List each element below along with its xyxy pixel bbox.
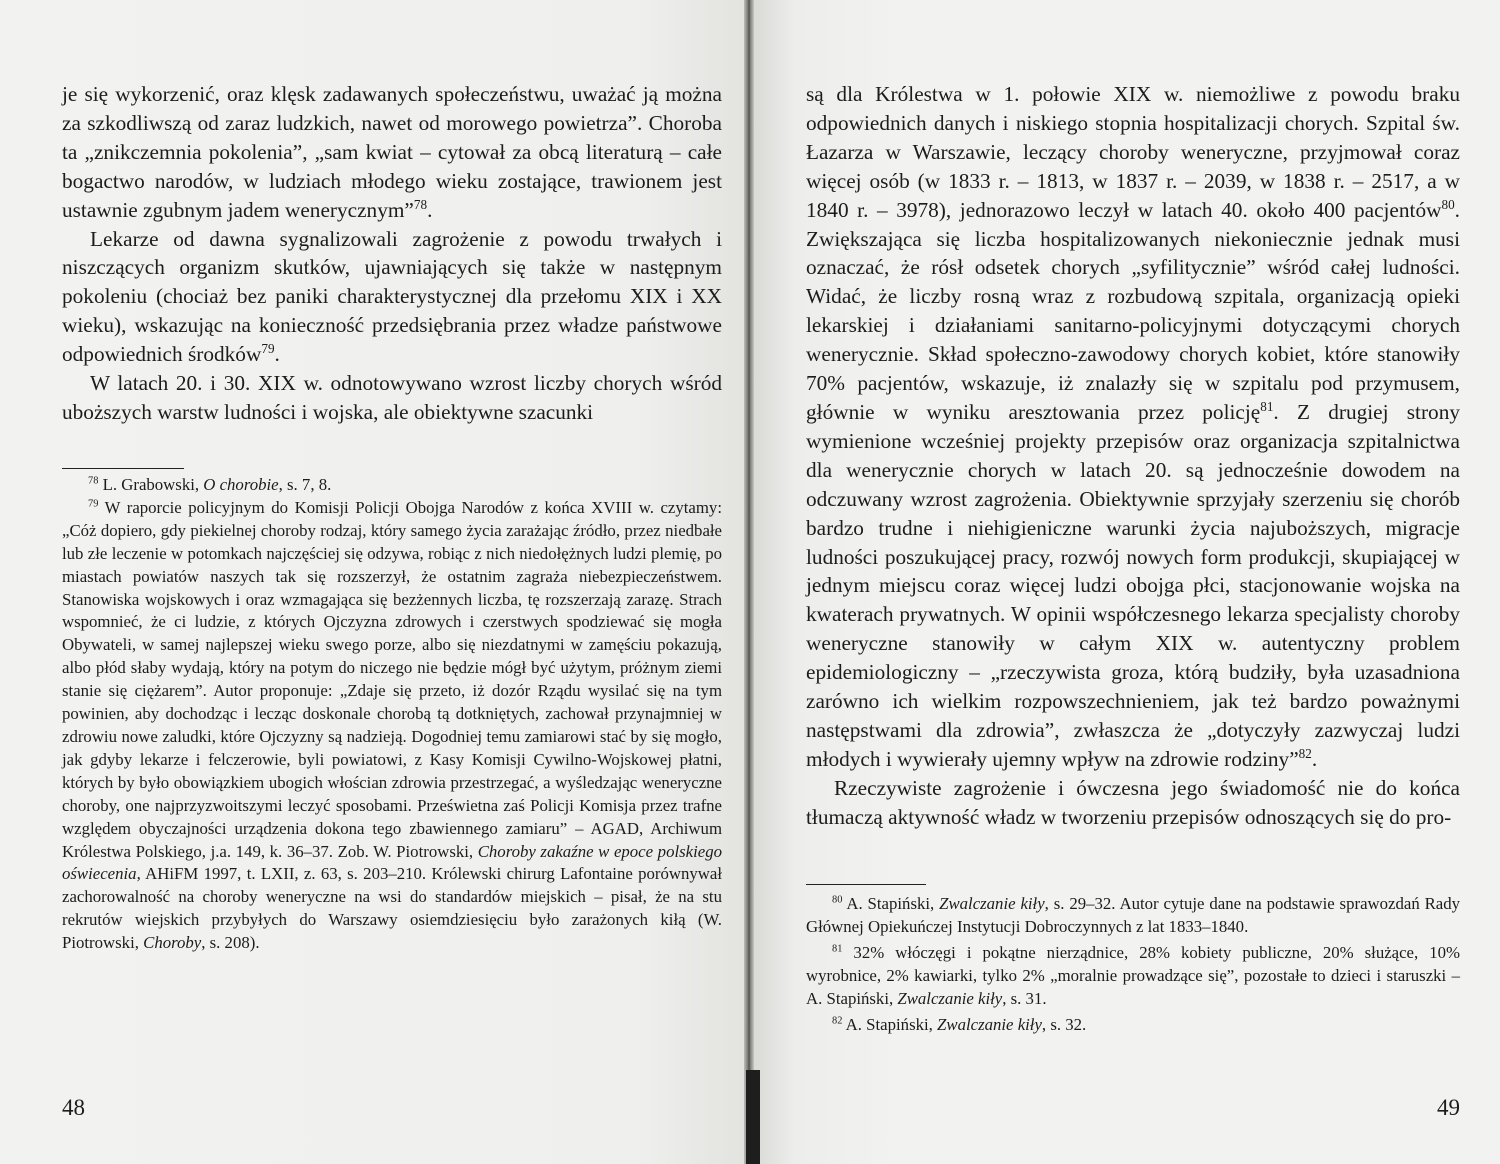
footnote-81: $^{81}$ 32% włóczęgi i pokątne nierządnice, 28% kobiety publiczne, 20% służące, 10% wyrobnice, 2% kawiarki, tylko 2% „moralnie prowadzące się”, pozostałe to dzieci i staruszki – A. Stapiński, Zwalczanie kiły, s. 31. <box>806 942 1460 1008</box>
left-paragraph-2: Lekarze od dawna sygnalizowali zagrożenie z powodu trwałych i niszczących organizm skutków, ujawniających się także w następnym pokoleniu (chociaż bez paniki charakterystycznej dla przełomu XIX i XX wieku), wskazując na konieczność przedsiębrania przez władze państwowe odpowiednich środków$^{79}$. <box>62 226 722 367</box>
footnote-80: $^{80}$ A. Stapiński, Zwalczanie kiły, s. 29–32. Autor cytuje dane na podstawie sprawozdań Rady Głównej Opiekuńczej Instytucji Dobroczynnych z lat 1833–1840. <box>806 894 1461 936</box>
page-number-right: 49 <box>1437 1095 1460 1120</box>
book-gutter <box>744 0 754 1164</box>
footnote-ref-82: 82 <box>1298 745 1312 761</box>
footnote-ref-80: 80 <box>1441 196 1455 212</box>
right-page <box>750 0 1500 1164</box>
right-footnotes <box>806 893 1460 1039</box>
right-body-text <box>806 80 1460 832</box>
left-footnotes <box>62 474 722 955</box>
left-paragraph-1: je się wykorzenić, oraz klęsk zadawanych społeczeństwu, uważać ją można za szkodliwszą od zaraz ludzkich, nawet od morowego powietrza”. Choroba ta „znikczemnia pokolenia”, „sam kwiat – cytował za obcą literaturą – całe bogactwo narodów, w ludziach młodego wieku zostające, trawionem jest ustawnie zgubnym jadem wenerycznym”$^{78}$. <box>62 82 722 222</box>
left-body-text <box>62 80 722 427</box>
footnote-ref-81: 81 <box>1260 398 1274 414</box>
page-number-left: 48 <box>62 1095 85 1120</box>
footnote-79: $^{79}$ W raporcie policyjnym do Komisji Policji Obojga Narodów z końca XVIII w. czytamy: „Cóż dopiero, gdy piekielnej choroby rodzaj, który samego życia zarażając źródło, przez niedbałe lub złe leczenie w potomkach najczęściej się odzywa, robiąc z nich niedołężnych ludzi plemię, po miastach powiatów naszych tak się rozszerzył, że ostatnim zagraża niebezpieczeństwem. Stanowiska wojskowych i oraz wzmagająca się bezżennych liczba, tę rozszerzają zarazę. Strach wspomnieć, że ci ludzie, z których Ojczyzna zdrowych i czerstwych spodziewać się mogła Obywateli, w samej najlepszej wieku swego porze, albo się niezdatnymi w zamęściu pokazują, albo płód słaby wydają, który na potym do niczego nie będzie mógł być użytym, próżnym ziemi stanie się ciężarem”. Autor proponuje: „Zdaje się przeto, iż dozór Rządu wysilać się na tym powinien, aby dochodząc i lecząc doskonale chorobą tą dotkniętych, zachował przynajmniej w zdrowiu nowe zaludki, które Ojczyzny są nadzieją. Dogodniej temu zamiarowi stać by się mogło, jak gdyby lekarze i felczerowie, byli powiatowi, z Kasy Komisji Cywilno-Wojskowej płatni, których by było obowiązkiem ubogich włościan zdrowia przestrzegać, a wyśledzając weneryczne choroby, one najprzyzwoitszymi leczyć sposobami. Prześwietna zaś Policji Komisja przez trafne względem obyczajności urządzenia dokona tego zbawiennego zamiaru” – AGAD, Archiwum Królestwa Polskiego, j.a. 149, k. 36–37. Zob. W. Piotrowski, Choroby zakaźne w epoce polskiego oświecenia, AHiFM 1997, t. LXII, z. 63, s. 203–210. Królewski chirurg Lafontaine porównywał zachorowalność na choroby weneryczne na wsi do standardów miejskich – pisał, że na stu rekrutów wiejskich przybyłych do Warszawy osiemdziesięciu było zarażonych kiłą (W. Piotrowski, Choroby, s. 208). <box>62 497 722 953</box>
right-paragraph-2: Rzeczywiste zagrożenie i ówczesna jego świadomość nie do końca tłumaczą aktywność władz w tworzeniu przepisów odnoszących się do pro- <box>806 775 1460 829</box>
spine-shadow <box>746 1070 760 1164</box>
right-paragraph-1: są dla Królestwa w 1. połowie XIX w. niemożliwe z powodu braku odpowiednich danych i niskiego stopnia hospitalizacji chorych. Szpital św. Łazarza w Warszawie, leczący choroby weneryczne, przyjmował coraz więcej osób (w 1833 r. – 1813, w 1837 r. – 2039, w 1838 r. – 2517, a w 1840 r. – 3978), jednorazowo leczył w latach 40. około 400 pacjentów$^{80}$. Zwiększająca się liczba hospitalizowanych niekoniecznie jednak musi oznaczać, że rósł odsetek chorych „syfilitycznie” wśród całej ludności. Widać, że liczby rosną wraz z rozbudową szpitala, organizacją opieki lekarskiej i działaniami sanitarno-policyjnymi dotyczącymi chorych wenerycznie. Skład społeczno-zawodowy chorych kobiet, które stanowiły 70% pacjentów, wskazuje, iż znalazły się w szpitalu pod przymusem, głównie w wyniku aresztowania przez policję$^{81}$. Z drugiej strony wymienione wcześniej projekty przepisów oraz organizacja szpitalnictwa dla wenerycznie chorych w latach 20. są jednocześnie dowodem na odczuwany wzrost zagrożenia. Obiektywnie sprzyjały szerzeniu się chorób bardzo trudne i niehigieniczne warunki życia najuboższych, migracje ludności poszukującej pracy, rozwój nowych form produkcji, skupiającej w jednym miejscu coraz więcej ludzi obojga płci, stacjonowanie wojska na kwaterach prywatnych. W opinii współczesnego lekarza specjalisty choroby weneryczne stanowiły w całym XIX w. autentyczny problem epidemiologiczny – „rzeczywista groza, którą budziły, była uzasadniona zarówno ich wielkim rozpowszechnieniem, jak też bardzo poważnymi następstwami dla zdrowia”, zwłaszcza że „dotyczyły zazwyczaj ludzi młodych i wywierały ujemny wpływ na zdrowie rodziny”$^{82}$. <box>806 82 1461 771</box>
footnote-separator <box>806 884 926 885</box>
footnote-ref-78: 78 <box>413 196 428 212</box>
footnote-78: $^{78}$ L. Grabowski, O chorobie, s. 7, 8. <box>88 475 332 494</box>
footnote-82: $^{82}$ A. Stapiński, Zwalczanie kiły, s. 32. <box>832 1014 1087 1034</box>
left-paragraph-3: W latach 20. i 30. XIX w. odnotowywano wzrost liczby chorych wśród uboższych warstw ludności i wojska, ale obiektywne szacunki <box>62 371 722 424</box>
footnote-ref-79: 79 <box>261 341 275 357</box>
footnote-separator <box>62 468 184 469</box>
